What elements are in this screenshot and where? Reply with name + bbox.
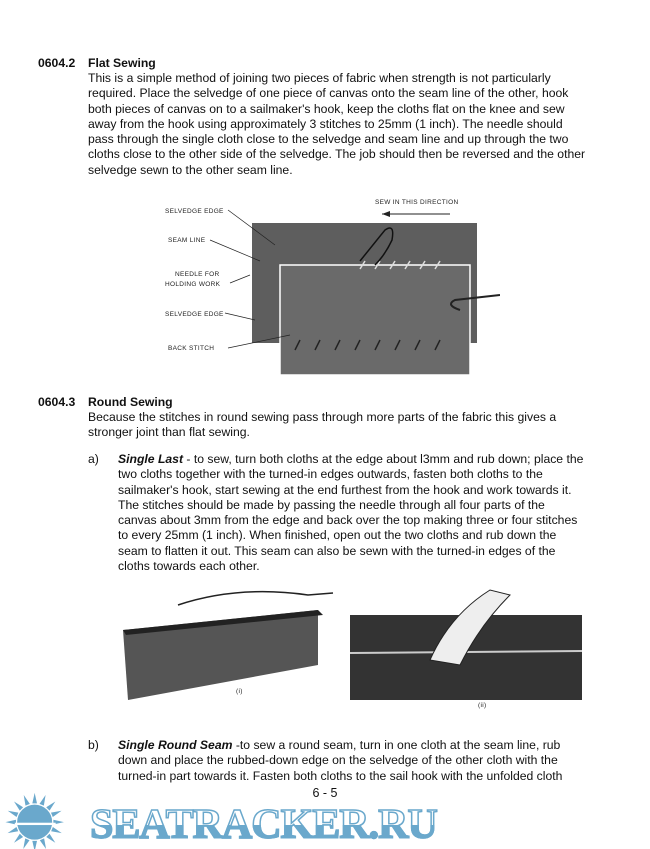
section-title-round-sewing: Round Sewing (88, 395, 173, 409)
single-last-term: Single Last (118, 452, 184, 466)
single-last-text: - to sew, turn both cloths at the edge about l3mm and rub down; place the two cloths together with the turned-in edges outwards, fasten both cloths to the sailmaker's hook, start sewing at the end furthest from the hook and work towards it. The stitches should be made by passing the needle through all four parts of the canvas about 3mm from the edge and back over the top making three or four stitches to every 25mm (1 inch). When finished, open out the two cloths and rub down the seam to flatten it out. This seam can also be sewn with the turned-in edges of the cloths towards each other. (118, 452, 584, 574)
single-round-seam-paragraph (118, 738, 586, 784)
watermark-text: SEATRACKER.RU (90, 802, 437, 848)
single-last-figure-i (118, 585, 348, 710)
single-last-paragraph (118, 452, 586, 574)
flat-sewing-paragraph: This is a simple method of joining two pieces of fabric when strength is not particularly required. Place the selvedge of one piece of canvas onto the seam line of the other, hook both pieces of canvas on to a sailmaker's hook, keep the cloths flat on the knee and sew away from the hook using approximately 3 stitches to 25mm (1 inch). The needle should pass through the single cloth close to the selvedge and seam line and up through the two cloths close to the other side of the selvedge. The job should then be reversed and the other selvedge sewn to the other seam line. (88, 71, 586, 177)
fig-label-direction: SEW IN THIS DIRECTION (375, 199, 459, 206)
item-a-label: a) (88, 452, 99, 466)
section-title-flat-sewing: Flat Sewing (88, 56, 156, 70)
figure-caption-i: (i) (236, 688, 243, 695)
section-number-0604-3: 0604.3 (38, 395, 76, 409)
item-b-label: b) (88, 738, 99, 752)
section-number-0604-2: 0604.2 (38, 56, 76, 70)
fig-label-needle-1: NEEDLE FOR (175, 271, 220, 278)
flat-sewing-figure (160, 195, 500, 375)
fig-label-selvedge-top: SELVEDGE EDGE (165, 208, 224, 215)
single-round-seam-term: Single Round Seam (118, 738, 233, 752)
figure-caption-ii: (ii) (478, 702, 487, 709)
round-sewing-intro: Because the stitches in round sewing pass through more parts of the fabric this gives a stronger joint than flat sewing. (88, 410, 557, 440)
fig-label-needle-2: HOLDING WORK (165, 281, 221, 288)
fig-label-back-stitch: BACK STITCH (168, 345, 215, 352)
page-number: 6 - 5 (312, 786, 338, 800)
single-last-figure-ii (350, 585, 585, 710)
fig-label-selvedge-bottom: SELVEDGE EDGE (165, 311, 224, 318)
fig-label-seam-line: SEAM LINE (168, 237, 206, 244)
single-round-seam-text: -to sew a round seam, turn in one cloth at the seam line, rub down and place the rubbed-down edge on the selvedge of the other cloth with the turned-in part towards it. Fasten both cloths to the sail hook with the unfolded cloth (118, 738, 563, 783)
